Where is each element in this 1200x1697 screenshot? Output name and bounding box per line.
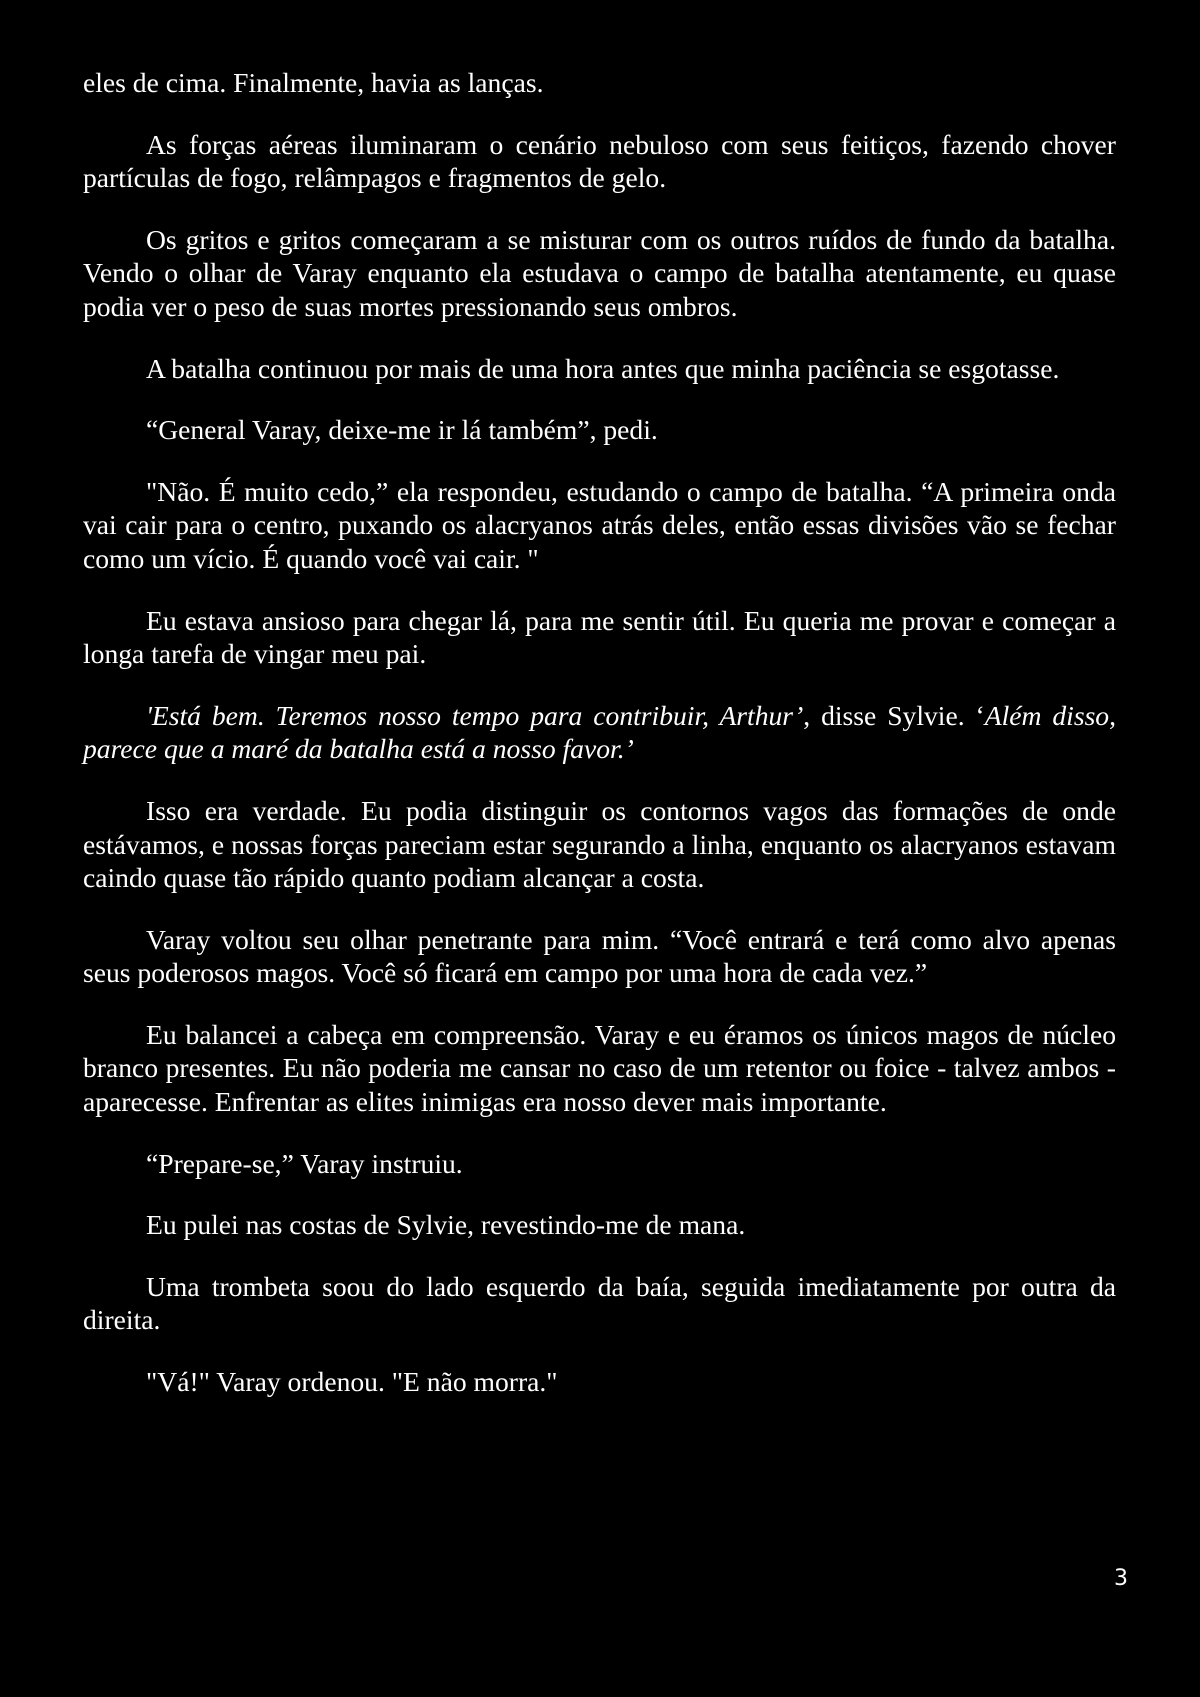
paragraph-6: "Não. É muito cedo,” ela respondeu, estudando o campo de batalha. “A primeira onda vai cair para o centro, puxando os alacryanos atrás deles, então essas divisões vão se fechar como um vício. É quando você vai cair. " [83, 475, 1116, 574]
paragraph-15: "Vá!" Varay ordenou. "E não morra." [146, 1366, 558, 1398]
paragraph-7: Eu estava ansioso para chegar lá, para me sentir útil. Eu queria me provar e começar a longa tarefa de vingar meu pai. [83, 604, 1116, 670]
paragraph-3: Os gritos e gritos começaram a se misturar com os outros ruídos de fundo da batalha. Vendo o olhar de Varay enquanto ela estudava o campo de batalha atentamente, eu quase podia ver o peso de suas mortes pressionando seus ombros. [83, 223, 1116, 322]
paragraph-8-italic-2: Além disso, parece que a maré da batalha está a nosso favor.’ [83, 699, 1117, 765]
paragraph-10: Varay voltou seu olhar penetrante para mim. “Você entrará e terá como alvo apenas seus poderosos magos. Você só ficará em campo por uma hora de cada vez.” [83, 923, 1116, 989]
paragraph-4: A batalha continuou por mais de uma hora antes que minha paciência se esgotasse. [146, 352, 1060, 384]
page-body-text [83, 66, 1116, 1399]
paragraph-9: Isso era verdade. Eu podia distinguir os contornos vagos das formações de onde estávamos, e nossas forças pareciam estar segurando a linha, enquanto os alacryanos estavam caindo quase tão rápido quanto podiam alcançar a costa. [83, 794, 1116, 894]
page-number: 3 [1114, 1566, 1128, 1591]
paragraph-14: Uma trombeta soou do lado esquerdo da baía, seguida imediatamente por outra da direita. [83, 1270, 1116, 1336]
paragraph-8-plain-1: , disse Sylvie. [803, 699, 976, 731]
paragraph-2: As forças aéreas iluminaram o cenário nebuloso com seus feitiços, fazendo chover partículas de fogo, relâmpagos e fragmentos de gelo. [83, 128, 1116, 194]
paragraph-1: eles de cima. Finalmente, havia as lanças. [83, 67, 544, 98]
paragraph-13: Eu pulei nas costas de Sylvie, revestindo-me de mana. [146, 1209, 746, 1241]
paragraph-12: “Prepare-se,” Varay instruiu. [146, 1147, 463, 1179]
paragraph-8 [83, 699, 1116, 766]
paragraph-11: Eu balancei a cabeça em compreensão. Varay e eu éramos os únicos magos de núcleo branco presentes. Eu não poderia me cansar no caso de um retentor ou foice - talvez ambos - aparecesse. Enfrentar as elites inimigas era nosso dever mais importante. [83, 1018, 1116, 1118]
paragraph-8-plain-2: ‘ [975, 699, 985, 731]
paragraph-8-italic-1: 'Está bem. Teremos nosso tempo para contribuir, Arthur’ [146, 699, 804, 731]
paragraph-5: “General Varay, deixe-me ir lá também”, pedi. [146, 414, 658, 446]
